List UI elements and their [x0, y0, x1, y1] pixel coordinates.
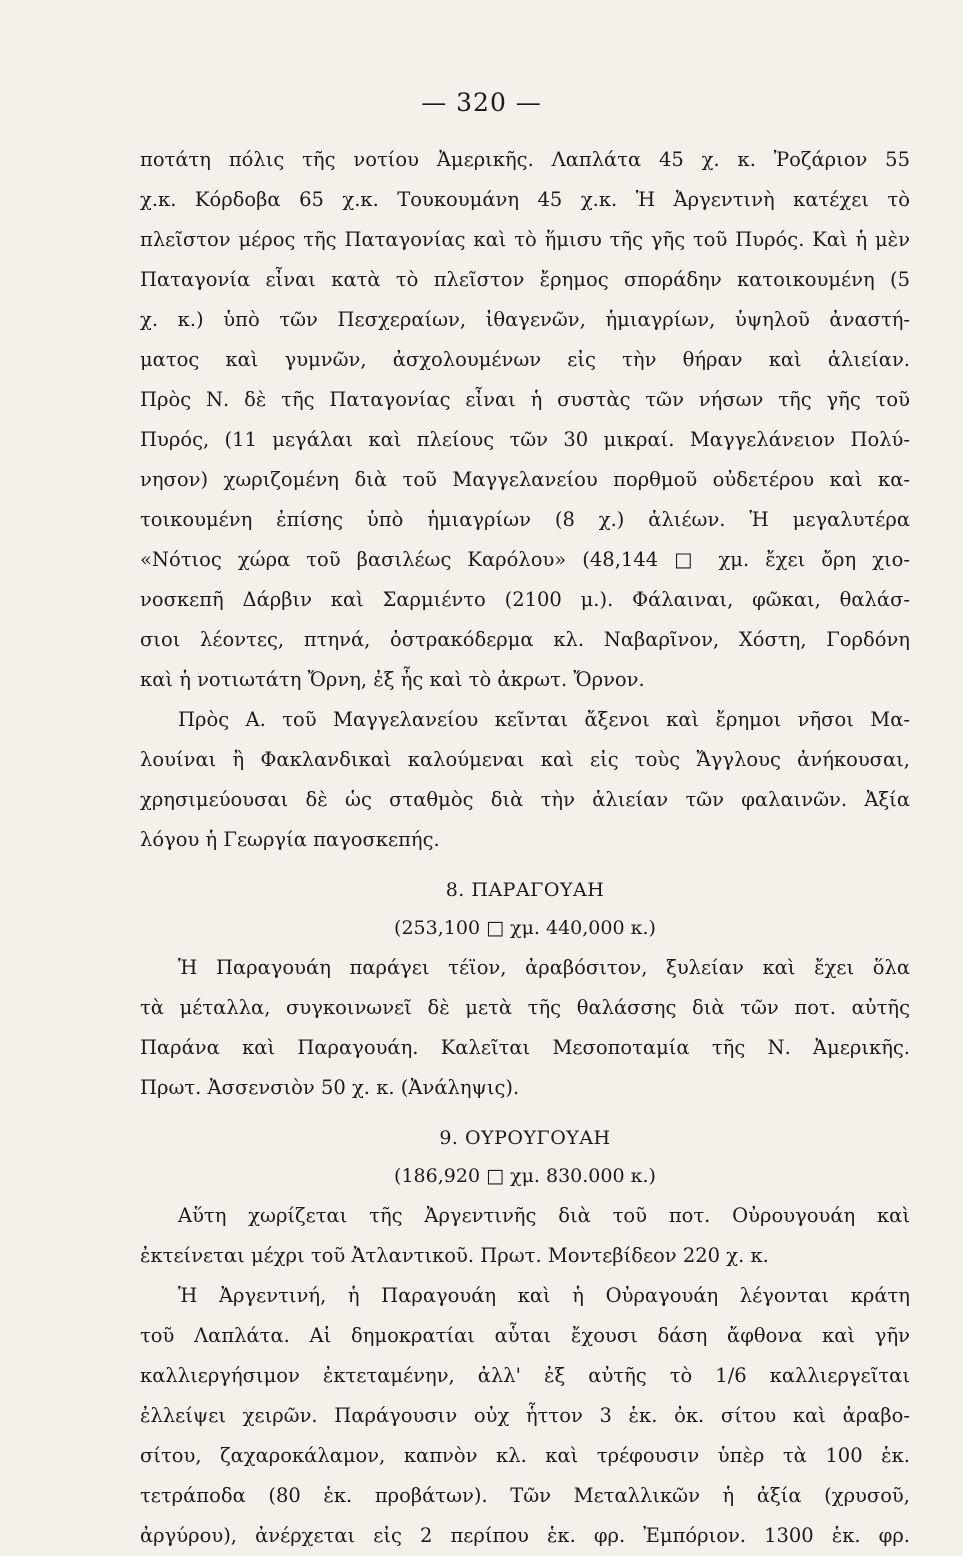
text-line: ἐκτείνεται μέχρι τοῦ Ἀτλαντικοῦ. Πρωτ. Μοντεβίδεον 220 χ. κ. — [140, 1244, 769, 1267]
text-line: τετράποδα (80 ἑκ. προβάτων). Τῶν Μεταλλικῶν ἡ ἀξία (χρυσοῦ, — [140, 1484, 910, 1507]
text-line: Αὕτη χωρίζεται τῆς Ἀργεντινῆς διὰ τοῦ ποτ. Οὐρουγουάη καὶ — [178, 1204, 910, 1227]
text-line: καὶ ἡ νοτιωτάτη Ὄρνη, ἐξ ἧς καὶ τὸ ἀκρωτ. Ὄρνον. — [140, 668, 645, 691]
paragraph-paraguay — [140, 948, 910, 1108]
text-line: λουίναι ἢ Φακλανδικαὶ καλούμεναι καὶ εἰς τοὺς Ἄγγλους ἀνήκουσαι, — [140, 748, 910, 771]
text-line: ἐλλείψει χειρῶν. Παράγουσιν οὐχ ἧττον 3 ἑκ. ὀκ. σίτου καὶ ἀραβο- — [140, 1404, 910, 1427]
text-line: τοικουμένη ἐπίσης ὑπὸ ἡμιαγρίων (8 χ.) ἁλιέων. Ἡ μεγαλυτέρα — [140, 508, 910, 531]
text-line: χ. κ.) ὑπὸ τῶν Πεσχεραίων, ἰθαγενῶν, ἡμιαγρίων, ὑψηλοῦ ἀναστή- — [140, 308, 910, 331]
text-line: Ἡ Ἀργεντινή, ἡ Παραγουάη καὶ ἡ Οὐραγουάη λέγονται κράτη — [178, 1284, 910, 1307]
text-line: ποτάτη πόλις τῆς νοτίου Ἀμερικῆς. Λαπλάτα 45 χ. κ. Ῥοζάριον 55 — [140, 148, 910, 171]
page-number: — 320 — — [421, 88, 542, 117]
text-line: νοσκεπῆ Δάρβιν καὶ Σαρμιέντο (2100 μ.). Φάλαιναι, φῶκαι, θαλάσ- — [140, 588, 910, 611]
text-line: «Νότιος χώρα τοῦ βασιλέως Καρόλου» (48,144 □ χμ. ἔχει ὄρη χιο- — [140, 548, 910, 571]
section-stats-uruguay: (186,920 □ χμ. 830.000 κ.) — [394, 1165, 656, 1187]
text-line: σιοι λέοντες, πτηνά, ὀστρακόδερμα κλ. Ναβαρῖνον, Χόστη, Γορδόνη — [140, 628, 910, 651]
text-line: Πρωτ. Ἀσσενσιὸν 50 χ. κ. (Ἀνάληψις). — [140, 1076, 520, 1099]
section-heading-uruguay: 9. ΟΥΡΟΥΓΟΥΑΗ — [439, 1127, 611, 1149]
body-text — [140, 140, 910, 1556]
section-heading-paraguay: 8. ΠΑΡΑΓΟΥΑΗ — [445, 879, 605, 901]
text-line: λόγου ἡ Γεωργία παγοσκεπής. — [140, 828, 440, 851]
text-line: Ἡ Παραγουάη παράγει τέϊον, ἀραβόσιτον, ξυλείαν καὶ ἔχει ὅλα — [178, 956, 910, 979]
text-line: τοῦ Λαπλάτα. Αἱ δημοκρατίαι αὗται ἔχουσι δάση ἄφθονα καὶ γῆν — [140, 1324, 910, 1347]
text-line: Παράνα καὶ Παραγουάη. Καλεῖται Μεσοποταμία τῆς Ν. Ἀμερικῆς. — [140, 1036, 910, 1059]
text-line: πλεῖστον μέρος τῆς Παταγονίας καὶ τὸ ἥμισυ τῆς γῆς τοῦ Πυρός. Καὶ ἡ μὲν — [140, 228, 910, 251]
text-line: τὰ μέταλλα, συγκοινωνεῖ δὲ μετὰ τῆς θαλάσσης διὰ τῶν ποτ. αὐτῆς — [140, 996, 910, 1019]
text-line: σίτου, ζαχαροκάλαμον, καπνὸν κλ. καὶ τρέφουσιν ὑπὲρ τὰ 100 ἑκ. — [140, 1444, 910, 1467]
text-line: χ.κ. Κόρδοβα 65 χ.κ. Τουκουμάνη 45 χ.κ. Ἡ Ἀργεντινὴ κατέχει τὸ — [140, 188, 910, 211]
text-line: νησον) χωριζομένη διὰ τοῦ Μαγγελανείου πορθμοῦ οὐδετέρου καὶ κα- — [140, 468, 910, 491]
text-line: Πυρός, (11 μεγάλαι καὶ πλείους τῶν 30 μικραί. Μαγγελάνειον Πολύ- — [140, 428, 910, 451]
spacer — [140, 860, 910, 872]
text-line: Πρὸς Α. τοῦ Μαγγελανείου κεῖνται ἄξενοι καὶ ἔρημοι νῆσοι Μα- — [178, 708, 910, 731]
paragraph-argentina — [140, 140, 910, 860]
paragraph-uruguay — [140, 1196, 910, 1556]
text-line: Παταγονία εἶναι κατὰ τὸ πλεῖστον ἔρημος σποράδην κατοικουμένη (5 — [140, 268, 910, 291]
text-line: χρησιμεύουσαι δὲ ὡς σταθμὸς διὰ τὴν ἁλιείαν τῶν φαλαινῶν. Ἀξία — [140, 788, 910, 811]
text-line: καλλιεργήσιμον ἐκτεταμένην, ἀλλ' ἐξ αὐτῆς τὸ 1/6 καλλιεργεῖται — [140, 1364, 910, 1387]
spacer — [140, 1108, 910, 1120]
section-stats-paraguay: (253,100 □ χμ. 440,000 κ.) — [394, 917, 656, 939]
text-line: ματος καὶ γυμνῶν, ἀσχολουμένων εἰς τὴν θήραν καὶ ἁλιείαν. — [140, 348, 910, 371]
text-line: Πρὸς Ν. δὲ τῆς Παταγονίας εἶναι ἡ συστὰς τῶν νήσων τῆς γῆς τοῦ — [140, 388, 910, 411]
text-line: ἀργύρου), ἀνέρχεται εἰς 2 περίπου ἑκ. φρ. Ἐμπόριον. 1300 ἑκ. φρ. — [140, 1524, 910, 1547]
